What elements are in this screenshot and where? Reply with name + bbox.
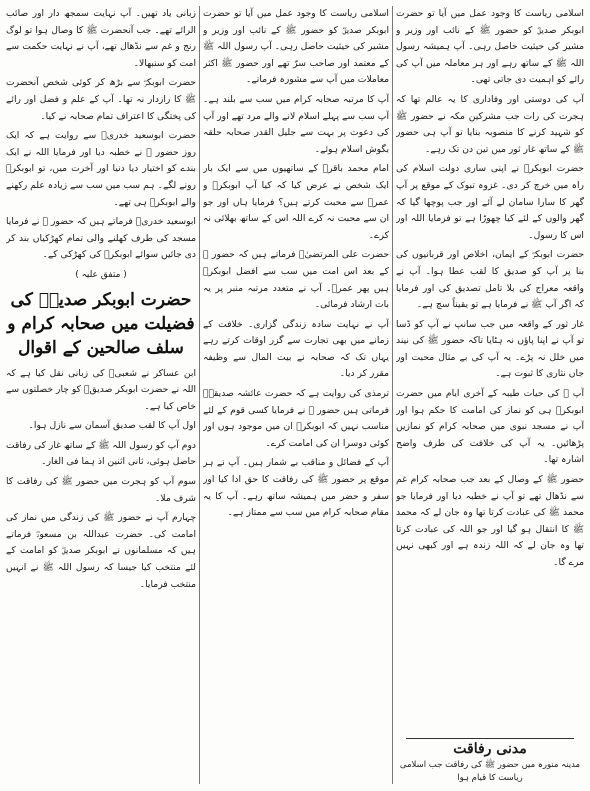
quote: سوم آپ کو ہجرت میں حضور ﷺ کی رفاقت کا شرف ملا۔ bbox=[6, 476, 196, 504]
source-tag: ( متفق علیہ ) bbox=[75, 269, 127, 280]
left-column bbox=[6, 6, 196, 786]
column-divider bbox=[199, 6, 200, 784]
section-heading: حضرت ابوبکر صدیقؓ کی فضیلت میں صحابہ کرام و سلف صالحین کے اقوال bbox=[7, 289, 195, 358]
paragraph: حضور ﷺ کے وصال کے بعد جب صحابہ کرام غم سے نڈھال تھے تو آپ نے خطبہ دیا اور فرمایا جو محمد ﷺ کی عبادت کرتا تھا وہ جان لے کہ محمد ﷺ کا انتقال ہو گیا اور جو اللہ کی عبادت کرتا تھا وہ جان لے کہ اللہ زندہ ہے اور کبھی نہیں مرے گا۔ bbox=[396, 474, 584, 568]
quote: اول آپ کا لقب صدیق آسمان سے نازل ہوا۔ bbox=[28, 420, 196, 432]
paragraph: ترمذی کی روایت ہے کہ حضرت عائشہ صدیقہؓ فرماتی ہیں حضور ﷺ نے فرمایا کسی قوم کے لئے مناسب نہیں کہ ابوبکرؓ ان میں موجود ہوں اور کوئی دوسرا ان کی امامت کرے۔ bbox=[203, 388, 389, 449]
quote: دوم آپ کو رسول اللہ ﷺ کے ساتھ غار کی رفاقت حاصل ہوئی، ثانی اثنین اذ ہما فی الغار۔ bbox=[6, 439, 196, 468]
paragraph: آپ کا مرتبہ صحابہ کرام میں سب سے بلند ہے۔ آپ سب سے پہلے اسلام لانے والے مرد تھے اور آپ کی دعوت پر بہت سے جلیل القدر صحابہ حلقہ بگوش اسلام ہوئے۔ bbox=[203, 93, 389, 155]
column-divider bbox=[392, 6, 393, 784]
section-footer bbox=[396, 738, 584, 786]
paragraph: آپ ﷺ کی حیات طیبہ کے آخری ایام میں حضرت ابوبکرؓ ہی کو نماز کی امامت کا حکم ہوا اور آپ نے مسجد نبوی میں صحابہ کرام کو نمازیں پڑھائیں۔ یہ آپ کی خلافت کی طرف واضح اشارہ تھا۔ bbox=[396, 388, 584, 466]
quote: چہارم آپ نے حضور ﷺ کی زندگی میں نماز کی امامت کی۔ حضرت عبداللہ بن مسعودؓ فرماتے ہیں کہ مسلمانوں نے ابوبکر صدیقؓ کو امامت کے لئے منتخب کیا جیسا کہ رسول اللہ ﷺ نے انہیں منتخب فرمایا۔ bbox=[6, 512, 196, 590]
right-column bbox=[396, 6, 584, 786]
footer-title: مدنی رفاقت bbox=[453, 741, 527, 757]
paragraph: آپ کے فضائل و مناقب بے شمار ہیں۔ آپ نے ہر موقع پر حضور ﷺ کی رفاقت کا حق ادا کیا اور سفر و حضر میں ہمیشہ ساتھ رہے۔ آپ کا یہ مقام صحابہ کرام میں سب سے ممتاز ہے۔ bbox=[203, 457, 389, 519]
quote: ابن عساکر نے شعبیؒ کی زبانی نقل کیا ہے کہ اللہ نے حضرت ابوبکر صدیقؓ کو چار خصلتوں سے خاص کیا ہے۔ bbox=[6, 367, 196, 412]
paragraph: حضرت ابوسعید خدریؓ سے روایت ہے کہ ایک روز حضور ﷺ نے خطبہ دیا اور فرمایا اللہ نے ایک بندے کو اختیار دیا دنیا اور آخرت میں، تو ابوبکرؓ رونے لگے۔ ہم سب میں سب سے زیادہ علم رکھنے والے ابوبکرؓ ہی تھے۔ bbox=[6, 130, 196, 208]
paragraph: زبانی یاد تھیں۔ آپ نہایت سمجھ دار اور صائب الرائے تھے۔ جب آنحضرت ﷺ کا وصال ہوا تو لوگ رنج و غم سے نڈھال تھے، آپ نے نہایت حکمت سے امت کو سنبھالا۔ bbox=[6, 8, 196, 69]
paragraph: اسلامی ریاست کا وجود عمل میں آیا تو حضرت ابوبکر صدیقؓ کو حضور ﷺ کے نائب اور وزیر و مشیر کی حیثیت حاصل رہی۔ آپ رسول اللہ ﷺ کے معتمد اور صاحب سرّ تھے اور حضور ﷺ اکثر معاملات میں آپ سے مشورہ فرماتے۔ bbox=[203, 8, 389, 86]
paragraph: حضرت علی المرتضیٰؓ فرماتے ہیں کہ حضور ﷺ کے بعد اس امت میں سب سے افضل ابوبکرؓ ہیں پھر عمرؓ۔ آپ نے متعدد مرتبہ منبر پر یہ بات ارشاد فرمائی۔ bbox=[203, 249, 389, 311]
paragraph: آپ نے نہایت سادہ زندگی گزاری۔ خلافت کے زمانے میں بھی تجارت سے گزر اوقات کرتے رہے یہاں تک کہ صحابہ نے بیت المال سے وظیفہ مقرر کر دیا۔ bbox=[203, 318, 389, 380]
paragraph: آپ کی دوستی اور وفاداری کا یہ عالم تھا کہ ہجرت کی رات جب مشرکین مکہ نے حضور ﷺ کو شہید کرنے کا منصوبہ بنایا تو آپ ہی حضور ﷺ کے ساتھ غار ثور میں تین دن تک رہے۔ bbox=[396, 93, 584, 155]
paragraph: حضرت ابوبکرؓ کے ایمان، اخلاص اور قربانیوں کی بنا پر آپ کو صدیق کا لقب عطا ہوا۔ آپ نے واقعہ معراج کی بلا تامل تصدیق کی اور فرمایا کہ اگر آپ ﷺ نے فرمایا ہے تو یقیناً سچ ہے۔ bbox=[396, 249, 584, 311]
paragraph: امام محمد باقرؒ کے ساتھیوں میں سے ایک بار ایک شخص نے عرض کیا کہ کیا آپ ابوبکرؓ و عمرؓ سے محبت کرتے ہیں؟ فرمایا ہاں اور جو ان سے محبت نہ کرے اللہ اس کے ساتھ بھلائی نہ کرے۔ bbox=[203, 163, 389, 241]
paragraph: غار ثور کے واقعہ میں جب سانپ نے آپ کو ڈسا تو آپ نے اپنا پاؤں نہ ہٹایا تاکہ حضور ﷺ کی نیند میں خلل نہ پڑے۔ یہ آپ کی بے مثال محبت اور جاں نثاری کا ثبوت ہے۔ bbox=[396, 318, 584, 380]
paragraph: ابوسعید خدریؓ فرماتے ہیں کہ حضور ﷺ نے فرمایا مسجد کی طرف کھلنے والی تمام کھڑکیاں بند کر دی جائیں سوائے ابوبکرؓ کی کھڑکی کے۔ bbox=[6, 216, 196, 261]
paragraph: حضرت ابوبکرؓ نے اپنی ساری دولت اسلام کی راہ میں خرچ کر دی۔ غزوہ تبوک کے موقع پر آپ گھر کا سارا سامان لے آئے اور جب پوچھا گیا کہ گھر والوں کے لئے کیا چھوڑا ہے تو فرمایا اللہ اور اس کا رسول۔ bbox=[396, 163, 584, 241]
middle-column bbox=[203, 6, 389, 786]
paragraph: حضرت ابوبکرؓ سے بڑھ کر کوئی شخص آنحضرت ﷺ کا رازدار نہ تھا۔ آپ کے علم و فضل اور رائے کی پختگی کا اعتراف تمام صحابہ نے کیا۔ bbox=[6, 77, 196, 122]
footer-note: مدینہ منورہ میں حضور ﷺ کی رفاقت جب اسلامی ریاست کا قیام ہوا bbox=[399, 760, 581, 783]
paragraph: اسلامی ریاست کا وجود عمل میں آیا تو حضرت ابوبکر صدیقؓ کو حضور ﷺ کے نائب اور وزیر و مشیر کی حیثیت حاصل رہی۔ آپ ہمیشہ رسول اللہ ﷺ کے ساتھ رہے اور ہر معاملہ میں آپ کی رائے کو اہمیت دی جاتی تھی۔ bbox=[396, 8, 584, 86]
